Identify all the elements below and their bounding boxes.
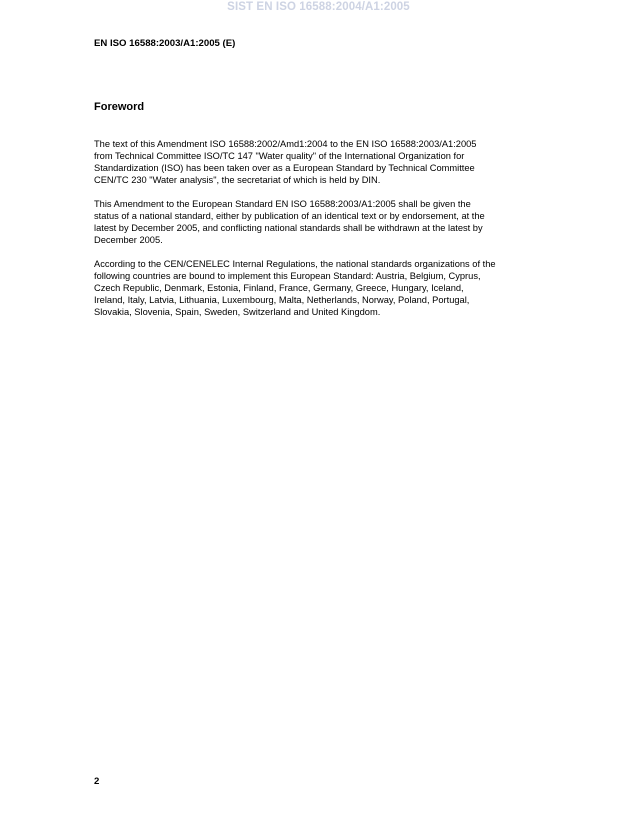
text-line: status of a national standard, either by publication of an identical text or by endorsement, at the xyxy=(94,211,485,221)
text-line: Czech Republic, Denmark, Estonia, Finland, France, Germany, Greece, Hungary, Iceland, xyxy=(94,283,464,293)
text-line: CEN/TC 230 "Water analysis", the secretariat of which is held by DIN. xyxy=(94,175,381,185)
text-line: following countries are bound to implement this European Standard: Austria, Belgium, Cyprus, xyxy=(94,271,481,281)
section-title: Foreword xyxy=(94,101,145,113)
text-line: latest by December 2005, and conflicting national standards shall be withdrawn at the latest by xyxy=(94,223,483,233)
text-line: According to the CEN/CENELEC Internal Regulations, the national standards organizations of the xyxy=(94,259,496,269)
watermark: SIST EN ISO 16588:2004/A1:2005 xyxy=(227,1,410,13)
text-line: Standardization (ISO) has been taken over as a European Standard by Technical Committee xyxy=(94,163,475,173)
text-line: The text of this Amendment ISO 16588:2002/Amd1:2004 to the EN ISO 16588:2003/A1:2005 xyxy=(94,139,477,149)
page-number: 2 xyxy=(94,776,100,787)
paragraph-adoption xyxy=(94,138,554,186)
paragraph-countries xyxy=(94,258,554,318)
text-line: This Amendment to the European Standard EN ISO 16588:2003/A1:2005 shall be given the xyxy=(94,199,471,209)
text-line: from Technical Committee ISO/TC 147 "Water quality" of the International Organization for xyxy=(94,151,465,161)
text-line: Ireland, Italy, Latvia, Lithuania, Luxembourg, Malta, Netherlands, Norway, Poland, Portugal, xyxy=(94,295,470,305)
text-line: Slovakia, Slovenia, Spain, Sweden, Switzerland and United Kingdom. xyxy=(94,307,381,317)
document-header: EN ISO 16588:2003/A1:2005 (E) xyxy=(94,38,236,49)
text-line: December 2005. xyxy=(94,235,163,245)
paragraph-status xyxy=(94,198,554,246)
